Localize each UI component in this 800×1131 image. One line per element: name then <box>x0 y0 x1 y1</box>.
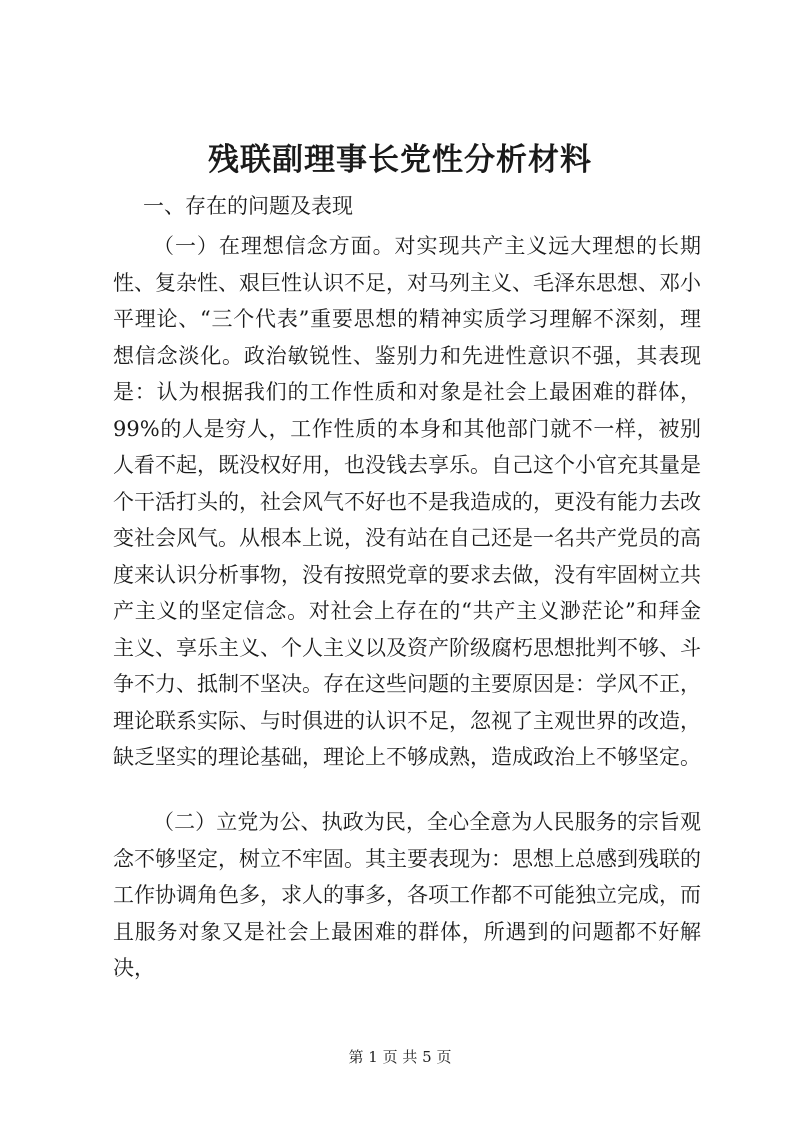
section-heading: 一、存在的问题及表现 <box>143 194 353 218</box>
document-title: 残联副理事长党性分析材料 <box>208 142 592 178</box>
page-footer: 第 1 页 共 5 页 <box>348 1048 452 1066</box>
paragraph-serve-people: （二）立党为公、执政为民，全心全意为人民服务的宗旨观念不够坚定，树立不牢固。其主要表现为：思想上总感到残联的工作协调角色多，求人的事多，各项工作都不可能独立完成，而且服务对象又是社会上最困难的群体，所遇到的问题都不好解决， <box>113 810 701 980</box>
paragraph-ideals-beliefs: （一）在理想信念方面。对实现共产主义远大理想的长期性、复杂性、艰巨性认识不足，对马列主义、毛泽东思想、邓小平理论、“三个代表”重要思想的精神实质学习理解不深刻，理想信念淡化。政治敏锐性、鉴别力和先进性意识不强，其表现是：认为根据我们的工作性质和对象是社会上最困难的群体，99%的人是穷人，工作性质的本身和其他部门就不一样，被别人看不起，既没权好用，也没钱去享乐。自己这个小官充其量是个干活打头的，社会风气不好也不是我造成的，更没有能力去改变社会风气。从根本上说，没有站在自己还是一名共产党员的高度来认识分析事物，没有按照党章的要求去做，没有牢固树立共产主义的坚定信念。对社会上存在的“共产主义渺茫论”和拜金主义、享乐主义、个人主义以及资产阶级腐朽思想批判不够、斗争不力、抵制不坚决。存在这些问题的主要原因是：学风不正，理论联系实际、与时俱进的认识不足，忽视了主观世界的改造，缺乏坚实的理论基础，理论上不够成熟，造成政治上不够坚定。 <box>113 234 701 769</box>
